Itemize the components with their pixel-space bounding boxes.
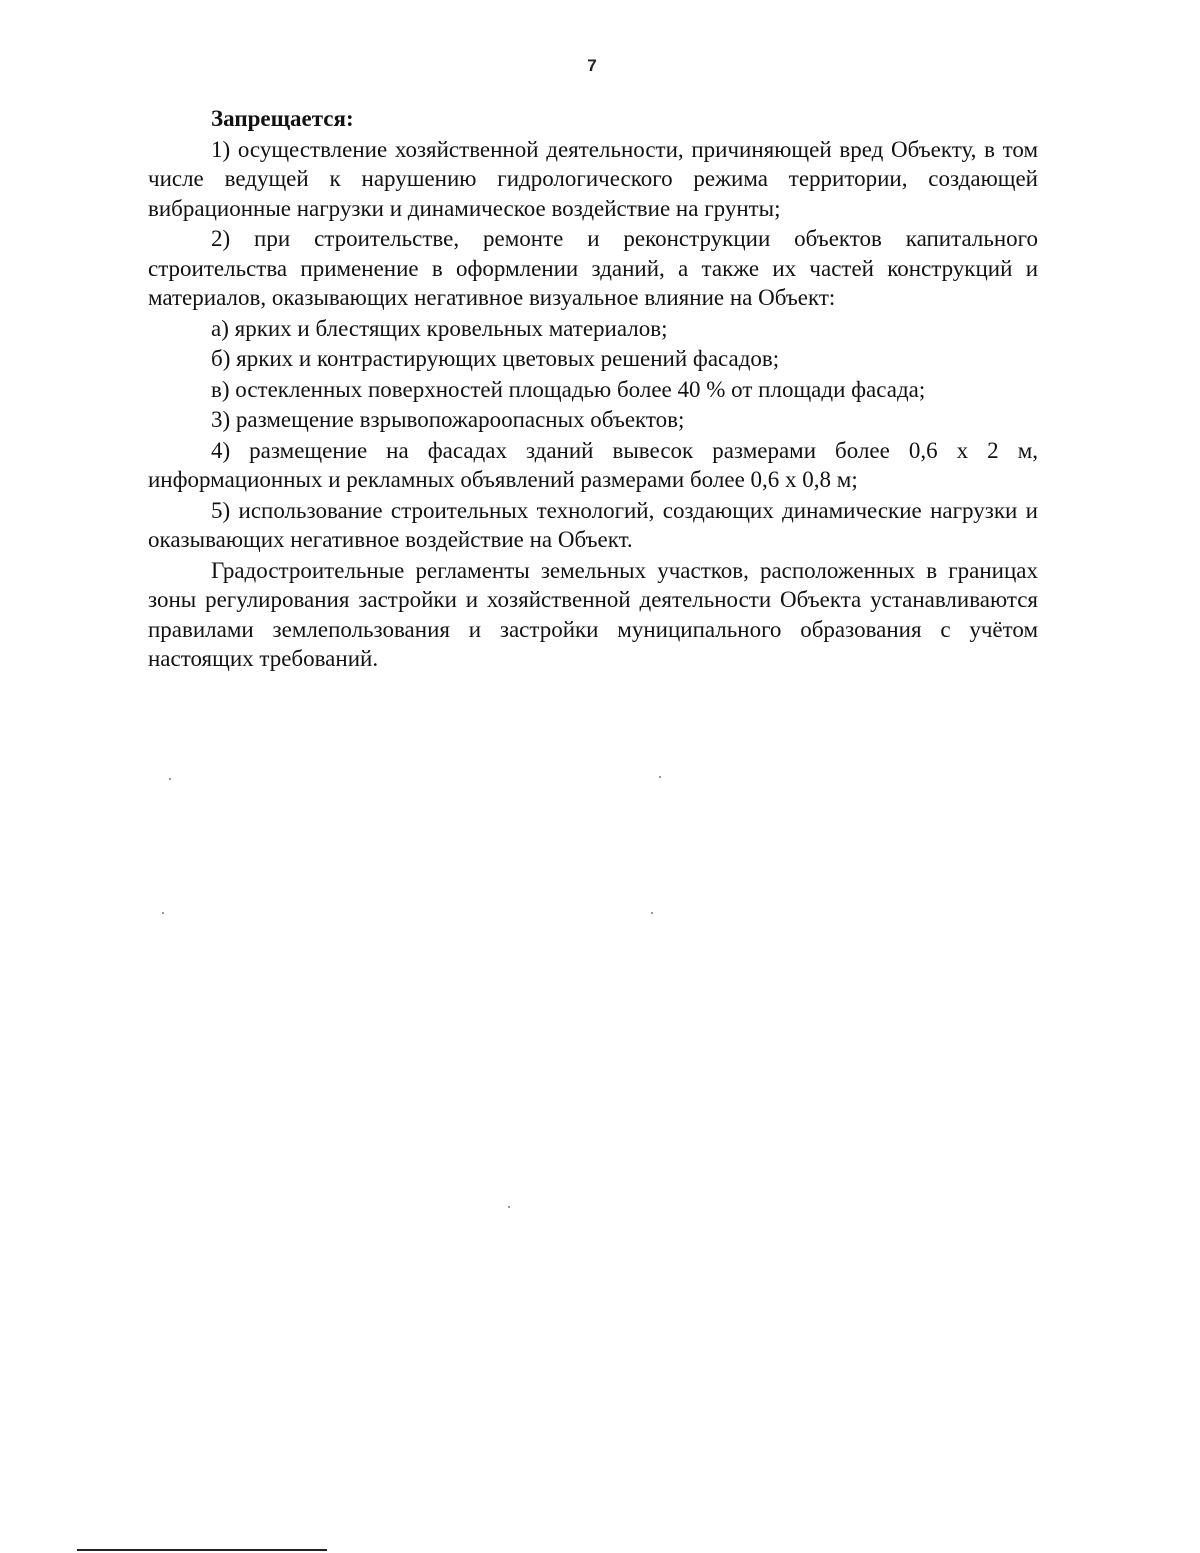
paragraph-item-1: 1) осуществление хозяйственной деятельности, причиняющей вред Объекту, в том числе ведущей к нарушению гидрологического режима территории, создающей вибрационные нагрузки и динамическое воздействие на грунты; — [148, 136, 1038, 221]
scan-speck — [508, 1206, 510, 1208]
footnote-rule — [77, 1549, 327, 1551]
scan-speck — [169, 778, 171, 780]
page-number: 7 — [587, 56, 597, 75]
document-body — [148, 104, 1038, 675]
paragraph-item-4: 4) размещение на фасадах зданий вывесок размерами более 0,6 х 2 м, информационных и рекламных объявлений размерами более 0,6 х 0,8 м; — [148, 437, 1038, 492]
paragraph-subitem-c: в) остекленных поверхностей площадью более 40 % от площади фасада; — [211, 376, 926, 402]
scan-speck — [651, 912, 653, 914]
paragraph-regulations: Градостроительные регламенты земельных участков, расположенных в границах зоны регулирования застройки и хозяйственной деятельности Объекта устанавливаются правилами землепользования и застройки муниципального образования с учётом настоящих требований. — [148, 557, 1038, 671]
scan-speck — [162, 912, 164, 914]
paragraph-item-3: 3) размещение взрывопожароопасных объектов; — [211, 407, 685, 432]
section-heading: Запрещается: — [211, 106, 354, 131]
paragraph-item-5: 5) использование строительных технологий, создающих динамические нагрузки и оказывающих негативное воздействие на Объект. — [148, 497, 1038, 552]
paragraph-item-2: 2) при строительстве, ремонте и реконструкции объектов капитального строительства применение в оформлении зданий, а также их частей конструкций и материалов, оказывающих негативное визуальное влияние на Объект: — [148, 226, 1038, 310]
paragraph-subitem-a: а) ярких и блестящих кровельных материалов; — [211, 315, 668, 341]
paragraph-subitem-b: б) ярких и контрастирующих цветовых решений фасадов; — [211, 346, 780, 371]
scan-speck — [659, 776, 661, 778]
